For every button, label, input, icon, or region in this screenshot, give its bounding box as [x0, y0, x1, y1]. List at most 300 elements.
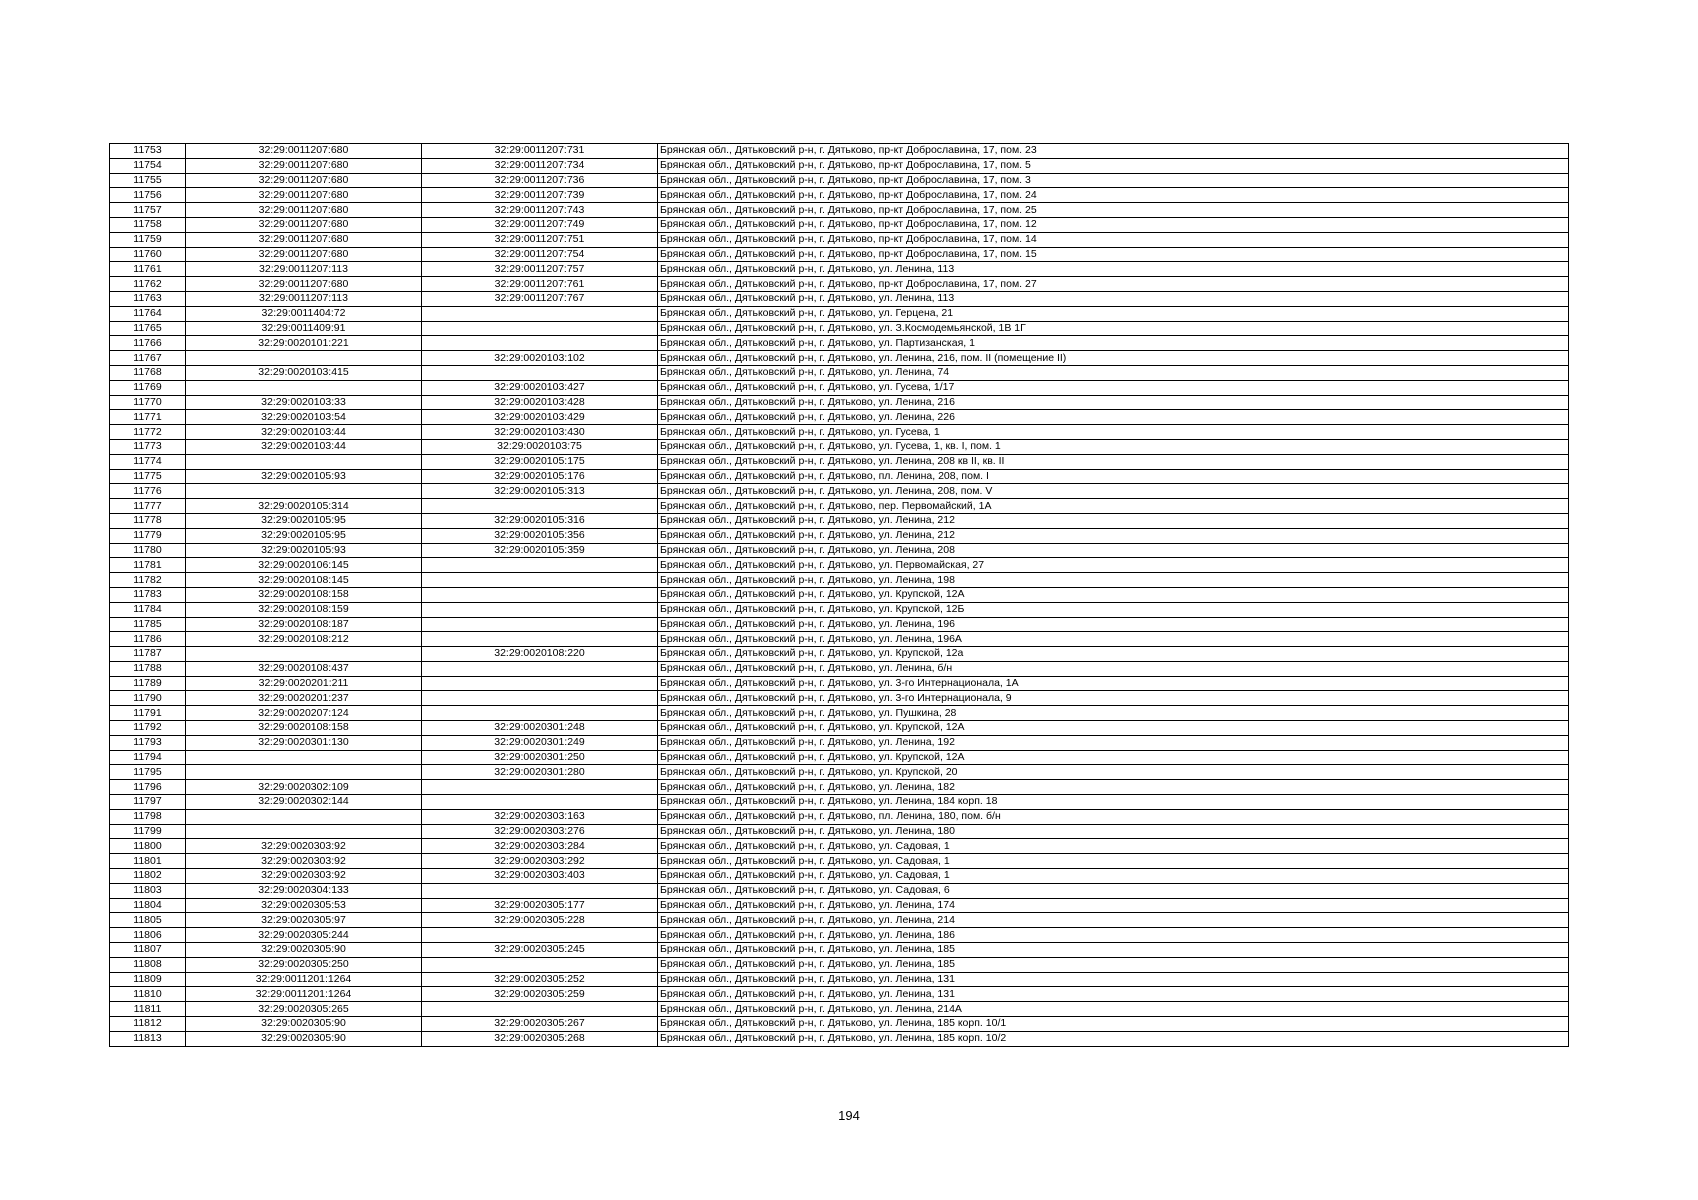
address-cell: Брянская обл., Дятьковский р-н, г. Дятьково, ул. Крупской, 12А: [658, 750, 1569, 765]
cadastral-number-cell: [422, 1002, 658, 1017]
parent-cadastral-cell: 32:29:0020108:187: [186, 617, 422, 632]
registry-table: [109, 143, 1569, 1047]
cadastral-number-cell: 32:29:0020301:250: [422, 750, 658, 765]
parent-cadastral-cell: 32:29:0020305:53: [186, 898, 422, 913]
table-row: [110, 706, 1569, 721]
parent-cadastral-cell: 32:29:0011201:1264: [186, 987, 422, 1002]
parent-cadastral-cell: 32:29:0020305:90: [186, 943, 422, 958]
row-number-cell: 11768: [110, 365, 186, 380]
table-row: [110, 587, 1569, 602]
parent-cadastral-cell: 32:29:0020103:54: [186, 410, 422, 425]
parent-cadastral-cell: 32:29:0020207:124: [186, 706, 422, 721]
cadastral-number-cell: [422, 780, 658, 795]
cadastral-number-cell: [422, 617, 658, 632]
row-number-cell: 11795: [110, 765, 186, 780]
row-number-cell: 11796: [110, 780, 186, 795]
table-row: [110, 173, 1569, 188]
address-cell: Брянская обл., Дятьковский р-н, г. Дятьково, ул. 3-го Интернационала, 1А: [658, 676, 1569, 691]
row-number-cell: 11810: [110, 987, 186, 1002]
address-cell: Брянская обл., Дятьковский р-н, г. Дятьково, пл. Ленина, 208, пом. I: [658, 469, 1569, 484]
address-cell: Брянская обл., Дятьковский р-н, г. Дятьково, ул. Ленина, 74: [658, 365, 1569, 380]
row-number-cell: 11779: [110, 528, 186, 543]
parent-cadastral-cell: [186, 484, 422, 499]
row-number-cell: 11797: [110, 795, 186, 810]
parent-cadastral-cell: 32:29:0020105:93: [186, 469, 422, 484]
parent-cadastral-cell: 32:29:0011404:72: [186, 306, 422, 321]
cadastral-number-cell: 32:29:0020108:220: [422, 647, 658, 662]
table-row: [110, 410, 1569, 425]
address-cell: Брянская обл., Дятьковский р-н, г. Дятьково, ул. Ленина, 131: [658, 987, 1569, 1002]
table-row: [110, 839, 1569, 854]
address-cell: Брянская обл., Дятьковский р-н, г. Дятьково, ул. Ленина, 226: [658, 410, 1569, 425]
parent-cadastral-cell: 32:29:0020303:92: [186, 869, 422, 884]
address-cell: Брянская обл., Дятьковский р-н, г. Дятьково, пл. Ленина, 180, пом. б/н: [658, 809, 1569, 824]
address-cell: Брянская обл., Дятьковский р-н, г. Дятьково, ул. Ленина, 180: [658, 824, 1569, 839]
row-number-cell: 11771: [110, 410, 186, 425]
page-number: 194: [838, 1108, 860, 1123]
address-cell: Брянская обл., Дятьковский р-н, г. Дятьково, ул. 3-го Интернационала, 9: [658, 691, 1569, 706]
table-row: [110, 676, 1569, 691]
table-row: [110, 351, 1569, 366]
row-number-cell: 11791: [110, 706, 186, 721]
row-number-cell: 11763: [110, 291, 186, 306]
table-row: [110, 336, 1569, 351]
row-number-cell: 11777: [110, 499, 186, 514]
parent-cadastral-cell: 32:29:0020201:211: [186, 676, 422, 691]
cadastral-number-cell: 32:29:0011207:751: [422, 232, 658, 247]
cadastral-number-cell: 32:29:0020305:267: [422, 1017, 658, 1032]
row-number-cell: 11753: [110, 144, 186, 159]
cadastral-number-cell: 32:29:0020305:252: [422, 972, 658, 987]
parent-cadastral-cell: [186, 750, 422, 765]
parent-cadastral-cell: 32:29:0020108:437: [186, 661, 422, 676]
parent-cadastral-cell: 32:29:0011207:680: [186, 144, 422, 159]
row-number-cell: 11762: [110, 277, 186, 292]
row-number-cell: 11809: [110, 972, 186, 987]
address-cell: Брянская обл., Дятьковский р-н, г. Дятьково, ул. Ленина, 214А: [658, 1002, 1569, 1017]
cadastral-number-cell: 32:29:0020103:428: [422, 395, 658, 410]
table-row: [110, 217, 1569, 232]
row-number-cell: 11765: [110, 321, 186, 336]
cadastral-number-cell: [422, 558, 658, 573]
address-cell: Брянская обл., Дятьковский р-н, г. Дятьково, ул. Ленина, 196А: [658, 632, 1569, 647]
row-number-cell: 11783: [110, 587, 186, 602]
cadastral-number-cell: 32:29:0020301:280: [422, 765, 658, 780]
table-row: [110, 661, 1569, 676]
cadastral-number-cell: [422, 573, 658, 588]
address-cell: Брянская обл., Дятьковский р-н, г. Дятьково, ул. Ленина, 186: [658, 928, 1569, 943]
row-number-cell: 11756: [110, 188, 186, 203]
cadastral-number-cell: [422, 676, 658, 691]
parent-cadastral-cell: 32:29:0020305:90: [186, 1031, 422, 1046]
row-number-cell: 11798: [110, 809, 186, 824]
cadastral-number-cell: 32:29:0011207:757: [422, 262, 658, 277]
address-cell: Брянская обл., Дятьковский р-н, г. Дятьково, ул. Ленина, б/н: [658, 661, 1569, 676]
cadastral-number-cell: 32:29:0020103:75: [422, 439, 658, 454]
parent-cadastral-cell: 32:29:0011207:680: [186, 217, 422, 232]
table-row: [110, 277, 1569, 292]
table-row: [110, 188, 1569, 203]
table-row: [110, 144, 1569, 159]
address-cell: Брянская обл., Дятьковский р-н, г. Дятьково, пр-кт Доброславина, 17, пом. 27: [658, 277, 1569, 292]
parent-cadastral-cell: 32:29:0011207:113: [186, 291, 422, 306]
cadastral-number-cell: [422, 499, 658, 514]
table-row: [110, 957, 1569, 972]
cadastral-number-cell: 32:29:0020103:102: [422, 351, 658, 366]
row-number-cell: 11761: [110, 262, 186, 277]
row-number-cell: 11799: [110, 824, 186, 839]
address-cell: Брянская обл., Дятьковский р-н, г. Дятьково, ул. Садовая, 6: [658, 883, 1569, 898]
address-cell: Брянская обл., Дятьковский р-н, г. Дятьково, ул. З.Космодемьянской, 1В 1Г: [658, 321, 1569, 336]
table-row: [110, 499, 1569, 514]
row-number-cell: 11806: [110, 928, 186, 943]
table-row: [110, 617, 1569, 632]
parent-cadastral-cell: 32:29:0020103:33: [186, 395, 422, 410]
address-cell: Брянская обл., Дятьковский р-н, г. Дятьково, пр-кт Доброславина, 17, пом. 14: [658, 232, 1569, 247]
cadastral-number-cell: [422, 587, 658, 602]
row-number-cell: 11788: [110, 661, 186, 676]
row-number-cell: 11793: [110, 735, 186, 750]
table-row: [110, 158, 1569, 173]
row-number-cell: 11775: [110, 469, 186, 484]
parent-cadastral-cell: 32:29:0020305:250: [186, 957, 422, 972]
row-number-cell: 11785: [110, 617, 186, 632]
parent-cadastral-cell: 32:29:0011207:680: [186, 173, 422, 188]
row-number-cell: 11811: [110, 1002, 186, 1017]
row-number-cell: 11789: [110, 676, 186, 691]
address-cell: Брянская обл., Дятьковский р-н, г. Дятьково, ул. Ленина, 185 корп. 10/1: [658, 1017, 1569, 1032]
row-number-cell: 11767: [110, 351, 186, 366]
parent-cadastral-cell: 32:29:0020106:145: [186, 558, 422, 573]
table-row: [110, 247, 1569, 262]
table-row: [110, 425, 1569, 440]
table-row: [110, 795, 1569, 810]
table-row: [110, 395, 1569, 410]
address-cell: Брянская обл., Дятьковский р-н, г. Дятьково, ул. Садовая, 1: [658, 839, 1569, 854]
table-row: [110, 647, 1569, 662]
address-cell: Брянская обл., Дятьковский р-н, г. Дятьково, ул. Ленина, 212: [658, 513, 1569, 528]
row-number-cell: 11782: [110, 573, 186, 588]
row-number-cell: 11807: [110, 943, 186, 958]
row-number-cell: 11786: [110, 632, 186, 647]
cadastral-number-cell: 32:29:0020305:228: [422, 913, 658, 928]
cadastral-number-cell: [422, 661, 658, 676]
address-cell: Брянская обл., Дятьковский р-н, г. Дятьково, ул. Садовая, 1: [658, 869, 1569, 884]
address-cell: Брянская обл., Дятьковский р-н, г. Дятьково, ул. Ленина, 208 кв II, кв. II: [658, 454, 1569, 469]
row-number-cell: 11758: [110, 217, 186, 232]
table-row: [110, 1002, 1569, 1017]
cadastral-number-cell: 32:29:0011207:749: [422, 217, 658, 232]
table-row: [110, 972, 1569, 987]
cadastral-number-cell: 32:29:0020301:249: [422, 735, 658, 750]
parent-cadastral-cell: 32:29:0011207:680: [186, 188, 422, 203]
cadastral-number-cell: 32:29:0011207:754: [422, 247, 658, 262]
table-row: [110, 721, 1569, 736]
address-cell: Брянская обл., Дятьковский р-н, г. Дятьково, ул. Крупской, 20: [658, 765, 1569, 780]
row-number-cell: 11812: [110, 1017, 186, 1032]
parent-cadastral-cell: [186, 765, 422, 780]
cadastral-number-cell: 32:29:0020103:429: [422, 410, 658, 425]
table-row: [110, 454, 1569, 469]
table-row: [110, 809, 1569, 824]
address-cell: Брянская обл., Дятьковский р-н, г. Дятьково, ул. Партизанская, 1: [658, 336, 1569, 351]
parent-cadastral-cell: 32:29:0020305:90: [186, 1017, 422, 1032]
parent-cadastral-cell: 32:29:0020108:158: [186, 721, 422, 736]
table-row: [110, 765, 1569, 780]
row-number-cell: 11774: [110, 454, 186, 469]
table-row: [110, 898, 1569, 913]
address-cell: Брянская обл., Дятьковский р-н, г. Дятьково, ул. Ленина, 185: [658, 957, 1569, 972]
parent-cadastral-cell: 32:29:0020304:133: [186, 883, 422, 898]
table-row: [110, 943, 1569, 958]
address-cell: Брянская обл., Дятьковский р-н, г. Дятьково, ул. Ленина, 185 корп. 10/2: [658, 1031, 1569, 1046]
address-cell: Брянская обл., Дятьковский р-н, г. Дятьково, ул. Ленина, 214: [658, 913, 1569, 928]
cadastral-number-cell: 32:29:0020303:276: [422, 824, 658, 839]
address-cell: Брянская обл., Дятьковский р-н, г. Дятьково, ул. Ленина, 174: [658, 898, 1569, 913]
parent-cadastral-cell: 32:29:0020305:97: [186, 913, 422, 928]
table-row: [110, 484, 1569, 499]
cadastral-number-cell: [422, 632, 658, 647]
parent-cadastral-cell: 32:29:0011207:680: [186, 277, 422, 292]
table-row: [110, 528, 1569, 543]
row-number-cell: 11766: [110, 336, 186, 351]
table-row: [110, 439, 1569, 454]
address-cell: Брянская обл., Дятьковский р-н, г. Дятьково, пер. Первомайский, 1А: [658, 499, 1569, 514]
cadastral-number-cell: 32:29:0020105:313: [422, 484, 658, 499]
cadastral-number-cell: [422, 365, 658, 380]
cadastral-number-cell: [422, 928, 658, 943]
row-number-cell: 11764: [110, 306, 186, 321]
table-row: [110, 558, 1569, 573]
parent-cadastral-cell: 32:29:0020105:314: [186, 499, 422, 514]
cadastral-number-cell: [422, 321, 658, 336]
parent-cadastral-cell: 32:29:0020303:92: [186, 854, 422, 869]
address-cell: Брянская обл., Дятьковский р-н, г. Дятьково, ул. Ленина, 184 корп. 18: [658, 795, 1569, 810]
cadastral-number-cell: [422, 883, 658, 898]
row-number-cell: 11769: [110, 380, 186, 395]
address-cell: Брянская обл., Дятьковский р-н, г. Дятьково, ул. Ленина, 182: [658, 780, 1569, 795]
row-number-cell: 11803: [110, 883, 186, 898]
parent-cadastral-cell: 32:29:0020108:158: [186, 587, 422, 602]
address-cell: Брянская обл., Дятьковский р-н, г. Дятьково, ул. Гусева, 1: [658, 425, 1569, 440]
address-cell: Брянская обл., Дятьковский р-н, г. Дятьково, ул. Гусева, 1, кв. I, пом. 1: [658, 439, 1569, 454]
table-row: [110, 291, 1569, 306]
cadastral-number-cell: 32:29:0020105:316: [422, 513, 658, 528]
parent-cadastral-cell: [186, 647, 422, 662]
address-cell: Брянская обл., Дятьковский р-н, г. Дятьково, ул. Ленина, 198: [658, 573, 1569, 588]
parent-cadastral-cell: [186, 351, 422, 366]
parent-cadastral-cell: [186, 824, 422, 839]
address-cell: Брянская обл., Дятьковский р-н, г. Дятьково, ул. Ленина, 208, пом. V: [658, 484, 1569, 499]
row-number-cell: 11760: [110, 247, 186, 262]
row-number-cell: 11772: [110, 425, 186, 440]
table-row: [110, 380, 1569, 395]
parent-cadastral-cell: 32:29:0020108:145: [186, 573, 422, 588]
table-row: [110, 750, 1569, 765]
cadastral-number-cell: 32:29:0020301:248: [422, 721, 658, 736]
address-cell: Брянская обл., Дятьковский р-н, г. Дятьково, ул. Ленина, 113: [658, 291, 1569, 306]
parent-cadastral-cell: 32:29:0020105:95: [186, 513, 422, 528]
row-number-cell: 11794: [110, 750, 186, 765]
address-cell: Брянская обл., Дятьковский р-н, г. Дятьково, пр-кт Доброславина, 17, пом. 23: [658, 144, 1569, 159]
cadastral-number-cell: 32:29:0020303:403: [422, 869, 658, 884]
address-cell: Брянская обл., Дятьковский р-н, г. Дятьково, ул. Пушкина, 28: [658, 706, 1569, 721]
address-cell: Брянская обл., Дятьковский р-н, г. Дятьково, ул. Гусева, 1/17: [658, 380, 1569, 395]
parent-cadastral-cell: 32:29:0020305:265: [186, 1002, 422, 1017]
row-number-cell: 11754: [110, 158, 186, 173]
parent-cadastral-cell: 32:29:0020108:212: [186, 632, 422, 647]
address-cell: Брянская обл., Дятьковский р-н, г. Дятьково, ул. Ленина, 131: [658, 972, 1569, 987]
row-number-cell: 11792: [110, 721, 186, 736]
table-row: [110, 203, 1569, 218]
row-number-cell: 11759: [110, 232, 186, 247]
cadastral-number-cell: 32:29:0020105:175: [422, 454, 658, 469]
address-cell: Брянская обл., Дятьковский р-н, г. Дятьково, пр-кт Доброславина, 17, пом. 15: [658, 247, 1569, 262]
cadastral-number-cell: 32:29:0020303:284: [422, 839, 658, 854]
cadastral-number-cell: 32:29:0020103:430: [422, 425, 658, 440]
cadastral-number-cell: 32:29:0020103:427: [422, 380, 658, 395]
table-row: [110, 780, 1569, 795]
cadastral-number-cell: [422, 795, 658, 810]
table-row: [110, 928, 1569, 943]
address-cell: Брянская обл., Дятьковский р-н, г. Дятьково, ул. Ленина, 196: [658, 617, 1569, 632]
row-number-cell: 11757: [110, 203, 186, 218]
parent-cadastral-cell: 32:29:0011207:680: [186, 247, 422, 262]
parent-cadastral-cell: 32:29:0011207:680: [186, 232, 422, 247]
table-row: [110, 306, 1569, 321]
row-number-cell: 11802: [110, 869, 186, 884]
table-row: [110, 735, 1569, 750]
cadastral-number-cell: 32:29:0020105:359: [422, 543, 658, 558]
parent-cadastral-cell: 32:29:0020103:415: [186, 365, 422, 380]
cadastral-number-cell: 32:29:0011207:761: [422, 277, 658, 292]
row-number-cell: 11804: [110, 898, 186, 913]
cadastral-number-cell: [422, 336, 658, 351]
cadastral-number-cell: 32:29:0020305:268: [422, 1031, 658, 1046]
address-cell: Брянская обл., Дятьковский р-н, г. Дятьково, пр-кт Доброславина, 17, пом. 5: [658, 158, 1569, 173]
cadastral-number-cell: 32:29:0011207:731: [422, 144, 658, 159]
table-row: [110, 913, 1569, 928]
table-row: [110, 854, 1569, 869]
cadastral-number-cell: 32:29:0011207:739: [422, 188, 658, 203]
parent-cadastral-cell: 32:29:0011409:91: [186, 321, 422, 336]
address-cell: Брянская обл., Дятьковский р-н, г. Дятьково, ул. Ленина, 208: [658, 543, 1569, 558]
parent-cadastral-cell: 32:29:0020103:44: [186, 425, 422, 440]
address-cell: Брянская обл., Дятьковский р-н, г. Дятьково, ул. Первомайская, 27: [658, 558, 1569, 573]
cadastral-number-cell: 32:29:0020305:177: [422, 898, 658, 913]
cadastral-number-cell: 32:29:0020303:163: [422, 809, 658, 824]
table-row: [110, 573, 1569, 588]
parent-cadastral-cell: 32:29:0020302:144: [186, 795, 422, 810]
cadastral-number-cell: [422, 706, 658, 721]
table-row: [110, 824, 1569, 839]
table-row: [110, 632, 1569, 647]
address-cell: Брянская обл., Дятьковский р-н, г. Дятьково, ул. Ленина, 212: [658, 528, 1569, 543]
address-cell: Брянская обл., Дятьковский р-н, г. Дятьково, ул. Ленина, 192: [658, 735, 1569, 750]
cadastral-number-cell: [422, 691, 658, 706]
row-number-cell: 11790: [110, 691, 186, 706]
parent-cadastral-cell: [186, 380, 422, 395]
parent-cadastral-cell: 32:29:0020303:92: [186, 839, 422, 854]
address-cell: Брянская обл., Дятьковский р-н, г. Дятьково, ул. Садовая, 1: [658, 854, 1569, 869]
cadastral-number-cell: 32:29:0020303:292: [422, 854, 658, 869]
address-cell: Брянская обл., Дятьковский р-н, г. Дятьково, пр-кт Доброславина, 17, пом. 25: [658, 203, 1569, 218]
address-cell: Брянская обл., Дятьковский р-н, г. Дятьково, ул. Ленина, 185: [658, 943, 1569, 958]
parent-cadastral-cell: [186, 809, 422, 824]
address-cell: Брянская обл., Дятьковский р-н, г. Дятьково, ул. Крупской, 12А: [658, 587, 1569, 602]
table-row: [110, 1017, 1569, 1032]
address-cell: Брянская обл., Дятьковский р-н, г. Дятьково, пр-кт Доброславина, 17, пом. 24: [658, 188, 1569, 203]
address-cell: Брянская обл., Дятьковский р-н, г. Дятьково, пр-кт Доброславина, 17, пом. 3: [658, 173, 1569, 188]
row-number-cell: 11776: [110, 484, 186, 499]
row-number-cell: 11787: [110, 647, 186, 662]
parent-cadastral-cell: 32:29:0020101:221: [186, 336, 422, 351]
parent-cadastral-cell: 32:29:0020103:44: [186, 439, 422, 454]
parent-cadastral-cell: 32:29:0011207:680: [186, 158, 422, 173]
row-number-cell: 11808: [110, 957, 186, 972]
parent-cadastral-cell: 32:29:0020301:130: [186, 735, 422, 750]
parent-cadastral-cell: 32:29:0011207:680: [186, 203, 422, 218]
table-row: [110, 232, 1569, 247]
row-number-cell: 11800: [110, 839, 186, 854]
cadastral-number-cell: 32:29:0020305:259: [422, 987, 658, 1002]
cadastral-number-cell: 32:29:0011207:734: [422, 158, 658, 173]
address-cell: Брянская обл., Дятьковский р-н, г. Дятьково, ул. Крупской, 12Б: [658, 602, 1569, 617]
cadastral-number-cell: [422, 306, 658, 321]
row-number-cell: 11801: [110, 854, 186, 869]
table-row: [110, 987, 1569, 1002]
table-row: [110, 262, 1569, 277]
table-row: [110, 1031, 1569, 1046]
parent-cadastral-cell: [186, 454, 422, 469]
row-number-cell: 11780: [110, 543, 186, 558]
table-row: [110, 321, 1569, 336]
cadastral-number-cell: 32:29:0011207:743: [422, 203, 658, 218]
address-cell: Брянская обл., Дятьковский р-н, г. Дятьково, ул. Ленина, 216, пом. II (помещение II): [658, 351, 1569, 366]
address-cell: Брянская обл., Дятьковский р-н, г. Дятьково, ул. Крупской, 12а: [658, 647, 1569, 662]
parent-cadastral-cell: 32:29:0020108:159: [186, 602, 422, 617]
table-row: [110, 883, 1569, 898]
address-cell: Брянская обл., Дятьковский р-н, г. Дятьково, ул. Герцена, 21: [658, 306, 1569, 321]
row-number-cell: 11784: [110, 602, 186, 617]
table-row: [110, 469, 1569, 484]
cadastral-number-cell: [422, 602, 658, 617]
parent-cadastral-cell: 32:29:0020305:244: [186, 928, 422, 943]
address-cell: Брянская обл., Дятьковский р-н, г. Дятьково, ул. Ленина, 216: [658, 395, 1569, 410]
table-row: [110, 543, 1569, 558]
row-number-cell: 11755: [110, 173, 186, 188]
row-number-cell: 11778: [110, 513, 186, 528]
cadastral-number-cell: 32:29:0011207:767: [422, 291, 658, 306]
cadastral-number-cell: 32:29:0020305:245: [422, 943, 658, 958]
row-number-cell: 11781: [110, 558, 186, 573]
parent-cadastral-cell: 32:29:0011207:113: [186, 262, 422, 277]
table-row: [110, 513, 1569, 528]
address-cell: Брянская обл., Дятьковский р-н, г. Дятьково, ул. Ленина, 113: [658, 262, 1569, 277]
row-number-cell: 11773: [110, 439, 186, 454]
parent-cadastral-cell: 32:29:0020302:109: [186, 780, 422, 795]
table-row: [110, 602, 1569, 617]
table-row: [110, 869, 1569, 884]
row-number-cell: 11805: [110, 913, 186, 928]
row-number-cell: 11813: [110, 1031, 186, 1046]
address-cell: Брянская обл., Дятьковский р-н, г. Дятьково, пр-кт Доброславина, 17, пом. 12: [658, 217, 1569, 232]
table-row: [110, 365, 1569, 380]
parent-cadastral-cell: 32:29:0020105:93: [186, 543, 422, 558]
cadastral-number-cell: 32:29:0011207:736: [422, 173, 658, 188]
cadastral-number-cell: [422, 957, 658, 972]
table-row: [110, 691, 1569, 706]
